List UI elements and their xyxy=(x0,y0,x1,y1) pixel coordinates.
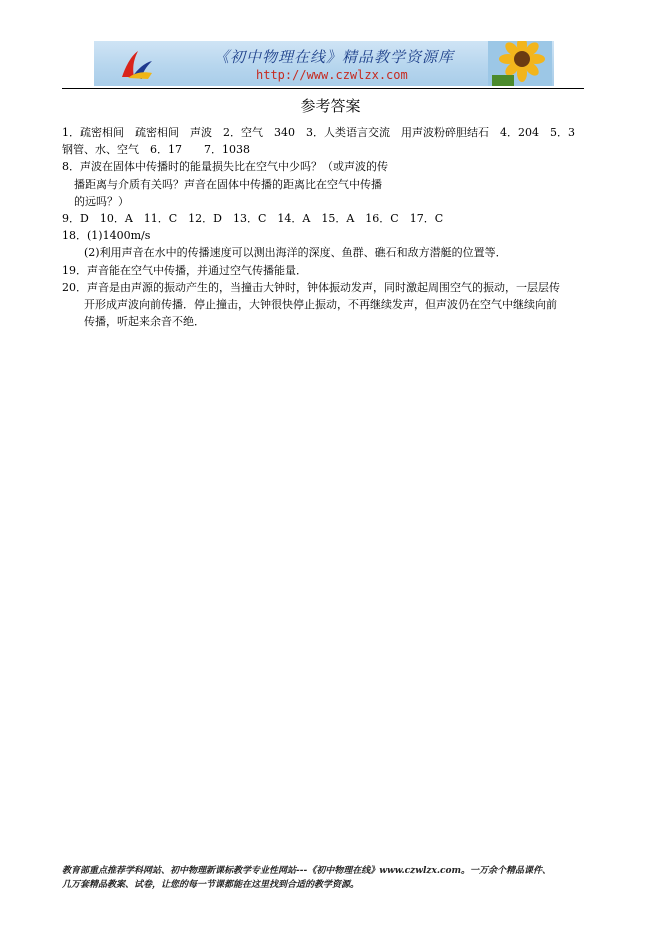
answer-line: 8．声波在固体中传播时的能量损失比在空气中少吗？（或声波的传 xyxy=(62,160,388,174)
answer-list xyxy=(62,124,592,330)
sunflower-icon xyxy=(488,41,552,86)
answer-line: 9．D 10．A 11．C 12．D 13．C 14．A 15．A 16．C 17．C xyxy=(62,212,444,226)
answer-line: 19．声音能在空气中传播，并通过空气传播能量． xyxy=(62,263,307,277)
banner-url[interactable]: http://www.czwlzx.com xyxy=(256,68,408,82)
answer-line: 开形成声波向前传播．停止撞击，大钟很快停止振动，不再继续发声，但声波仍在空气中继续向前 xyxy=(84,298,557,312)
answer-line: (2)利用声音在水中的传播速度可以测出海洋的深度、鱼群、礁石和敌方潜艇的位置等． xyxy=(84,246,507,260)
footer-line: 教育部重点推荐学科网站、初中物理新课标教学专业性网站---《初中物理在线》www.czwlzx.com。一万余个精品课件、 xyxy=(62,866,552,876)
page-footer xyxy=(62,864,602,892)
header-banner xyxy=(94,41,554,86)
page-title: 参考答案 xyxy=(300,97,361,115)
answer-line: 20．声音是由声源的振动产生的，当撞击大钟时，钟体振动发声，同时激起周围空气的振动，一层层传 xyxy=(62,280,560,294)
answer-line: 钢管、水、空气 6．17 7．1038 xyxy=(62,143,250,157)
header-divider xyxy=(62,88,584,89)
banner-title: 《初中物理在线》精品教学资源库 xyxy=(214,48,455,66)
answer-line: 播距离与介质有关吗？声音在固体中传播的距离比在空气中传播 xyxy=(74,177,382,191)
answer-line: 18．(1)1400m/s xyxy=(62,229,151,243)
answer-line: 传播，听起来余音不绝． xyxy=(84,315,205,329)
answer-line: 的远吗？） xyxy=(74,194,129,208)
answer-line: 1．疏密相间 疏密相间 声波 2．空气 340 3．人类语言交流 用声波粉碎胆结石 4．204 5．3 xyxy=(62,126,575,139)
site-logo-icon xyxy=(118,47,154,81)
footer-line: 几万套精品教案、试卷，让您的每一节课都能在这里找到合适的教学资源。 xyxy=(62,880,360,890)
